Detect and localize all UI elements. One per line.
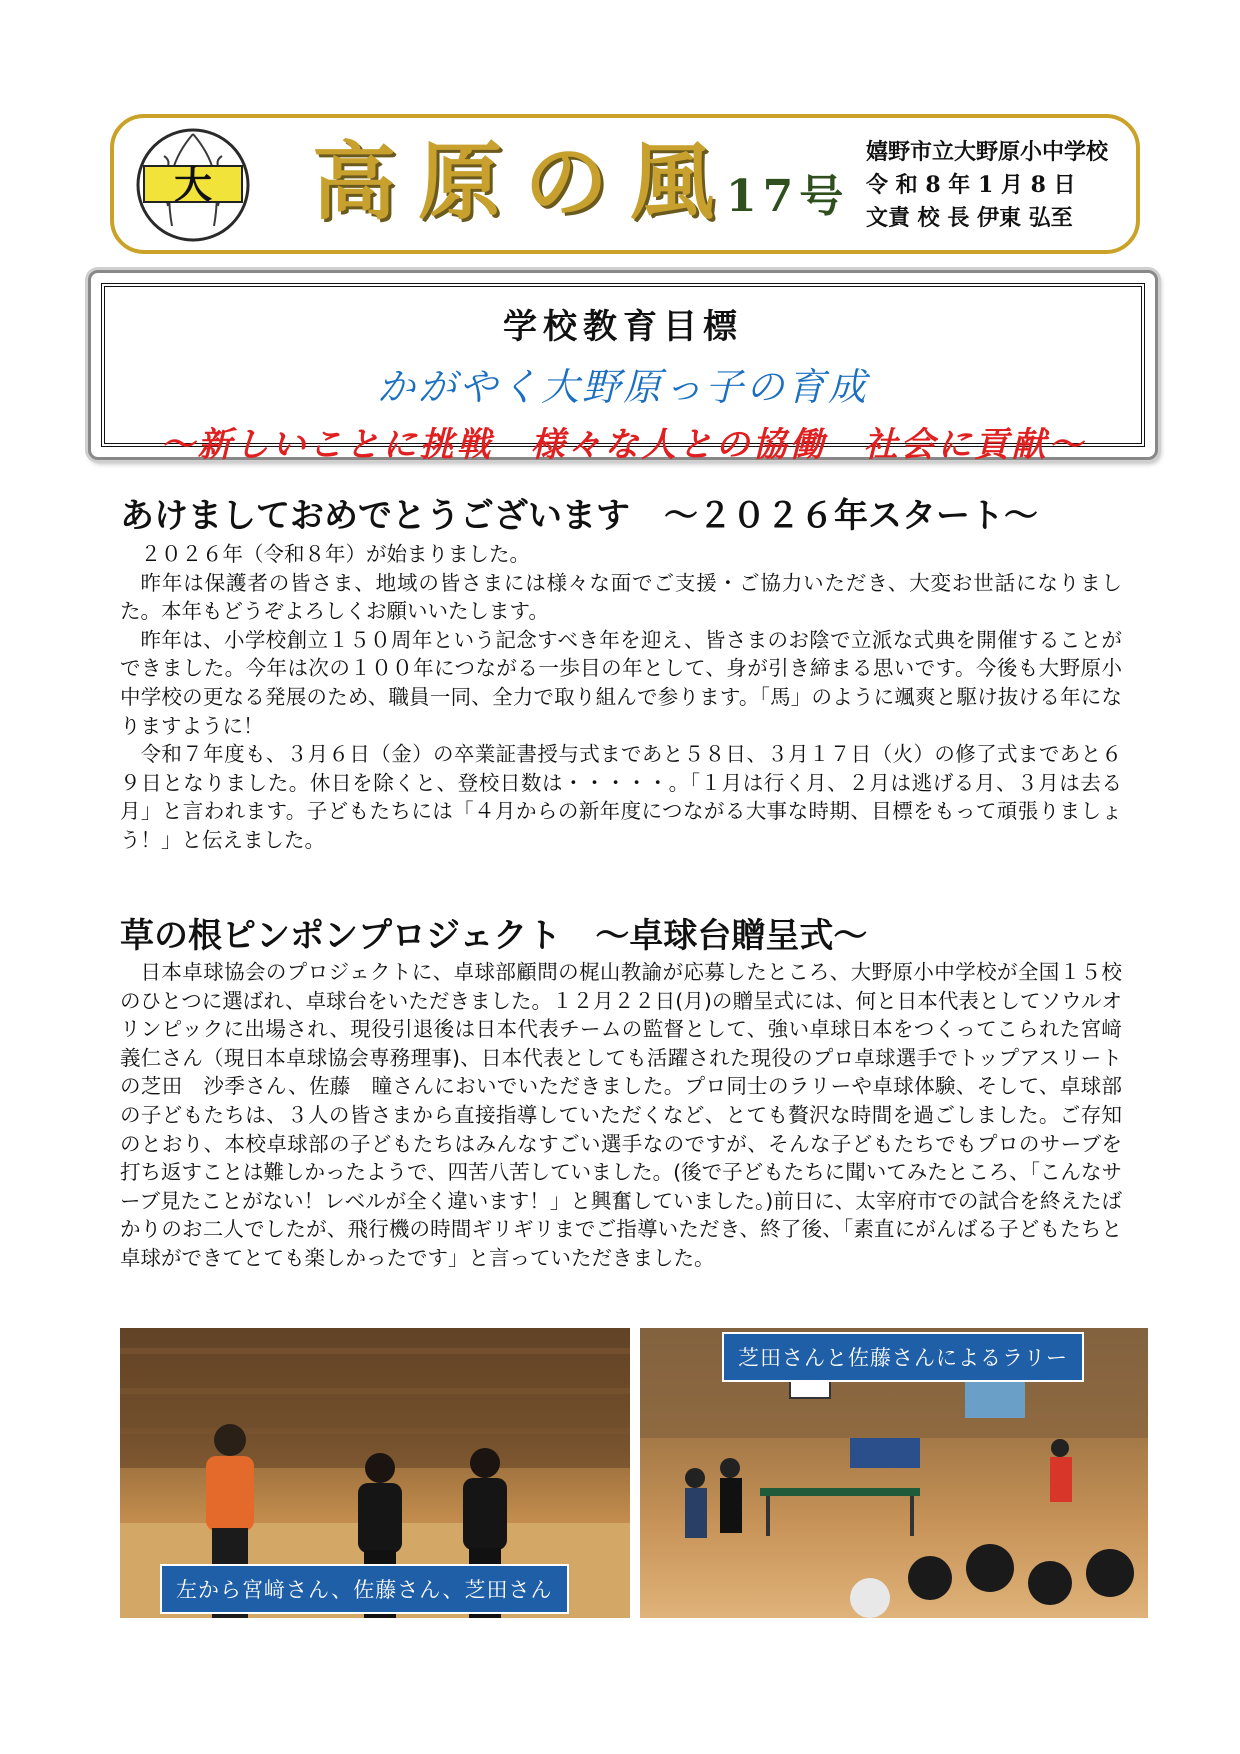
goal-main-text: かがやく大野原っ子の育成 bbox=[376, 365, 869, 409]
article1-paragraph: 昨年は、小学校創立１５０周年という記念すべき年を迎え、皆さまのお陰で立派な式典を開催することができました。今年は次の１００年につながる一歩目の年として、身が引き締まる思いです。今後も大野原小中学校の更なる発展のため、職員一同、全力で取り組んで参ります。「馬」のように颯爽と駆け抜ける年になりますように！ bbox=[120, 627, 1122, 738]
issue-number: 17号 bbox=[726, 171, 850, 222]
editor-credit: 文責 校 長 伊東 弘至 bbox=[866, 205, 1073, 231]
newsletter-title: 高原の風 bbox=[312, 132, 737, 231]
article1-heading: あけましておめでとうございます ～２０２６年スタート～ bbox=[120, 496, 1038, 536]
masthead-meta bbox=[866, 136, 1108, 235]
school-name: 嬉野市立大野原小中学校 bbox=[866, 139, 1109, 165]
school-emblem-icon bbox=[134, 126, 252, 244]
goal-sub-text: ～新しいことに挑戦 様々な人との協働 社会に貢献～ bbox=[160, 425, 1086, 465]
article1-body bbox=[120, 540, 1122, 855]
goal-heading: 学校教育目標 bbox=[503, 307, 743, 347]
article1-paragraph: 令和７年度も、３月６日（金）の卒業証書授与式まであと５８日、３月１７日（火）の修了式まであと６９日となりました。休日を除くと、登校日数は・・・・・。「１月は行く月、２月は逃げる月、３月は去る月」と言われます。子どもたちには「４月からの新年度につながる大事な時期、目標をもって頑張りましょう！」と伝えました。 bbox=[120, 742, 1122, 852]
photo-rally bbox=[640, 1328, 1148, 1618]
goal-box bbox=[88, 270, 1158, 465]
article2-heading: 草の根ピンポンプロジェクト ～卓球台贈呈式～ bbox=[120, 916, 868, 956]
article2-paragraph: 日本卓球協会のプロジェクトに、卓球部顧問の梶山教諭が応募したところ、大野原小中学校が全国１５校のひとつに選ばれ、卓球台をいただきました。１２月２２日(月)の贈呈式には、何と日本代表としてソウルオリンピックに出場され、現役引退後は日本代表チームの監督として、強い卓球日本をつくってこられた宮﨑 義仁さん（現日本卓球協会専務理事)、日本代表としても活躍された現役のプロ卓球選手でトップアスリートの芝田 沙季さん、佐藤 瞳さんにおいでいただきました。プロ同士のラリーや卓球体験、そして、卓球部の子どもたちは、３人の皆さまから直接指導していただくなど、とても贅沢な時間を過ごしました。ご存知のとおり、本校卓球部の子どもたちはみんなすごい選手なのですが、そんな子どもたちでもプロのサーブを打ち返すことは難しかったようで、四苦八苦していました。(後で子どもたちに聞いてみたところ、「こんなサーブ見たことがない！レベルが全く違います！」と興奮していました。)前日に、太宰府市での試合を終えたばかりのお二人でしたが、飛行機の時間ギリギリまでご指導いただき、終了後、「素直にがんばる子どもたちと卓球ができてとても楽しかったです」と言っていただきました。 bbox=[120, 960, 1143, 1270]
masthead bbox=[110, 114, 1140, 254]
issue-date: 令 和 8 年 1 月 8 日 bbox=[866, 172, 1076, 198]
emblem-char: 大 bbox=[173, 163, 213, 207]
article2-body bbox=[120, 958, 1143, 1273]
photo-ceremony bbox=[120, 1328, 630, 1618]
right-photo-caption: 芝田さんと佐藤さんによるラリー bbox=[722, 1332, 1084, 1382]
article1-paragraph: ２０２６年（令和８年）が始まりました。 bbox=[140, 542, 530, 566]
article1-paragraph: 昨年は保護者の皆さま、地域の皆さまには様々な面でご支援・ご協力いただき、大変お世話になりました。本年もどうぞよろしくお願いいたします。 bbox=[120, 570, 1122, 624]
goal-box-inner bbox=[101, 283, 1145, 465]
left-photo-caption: 左から宮﨑さん、佐藤さん、芝田さん bbox=[160, 1564, 569, 1614]
